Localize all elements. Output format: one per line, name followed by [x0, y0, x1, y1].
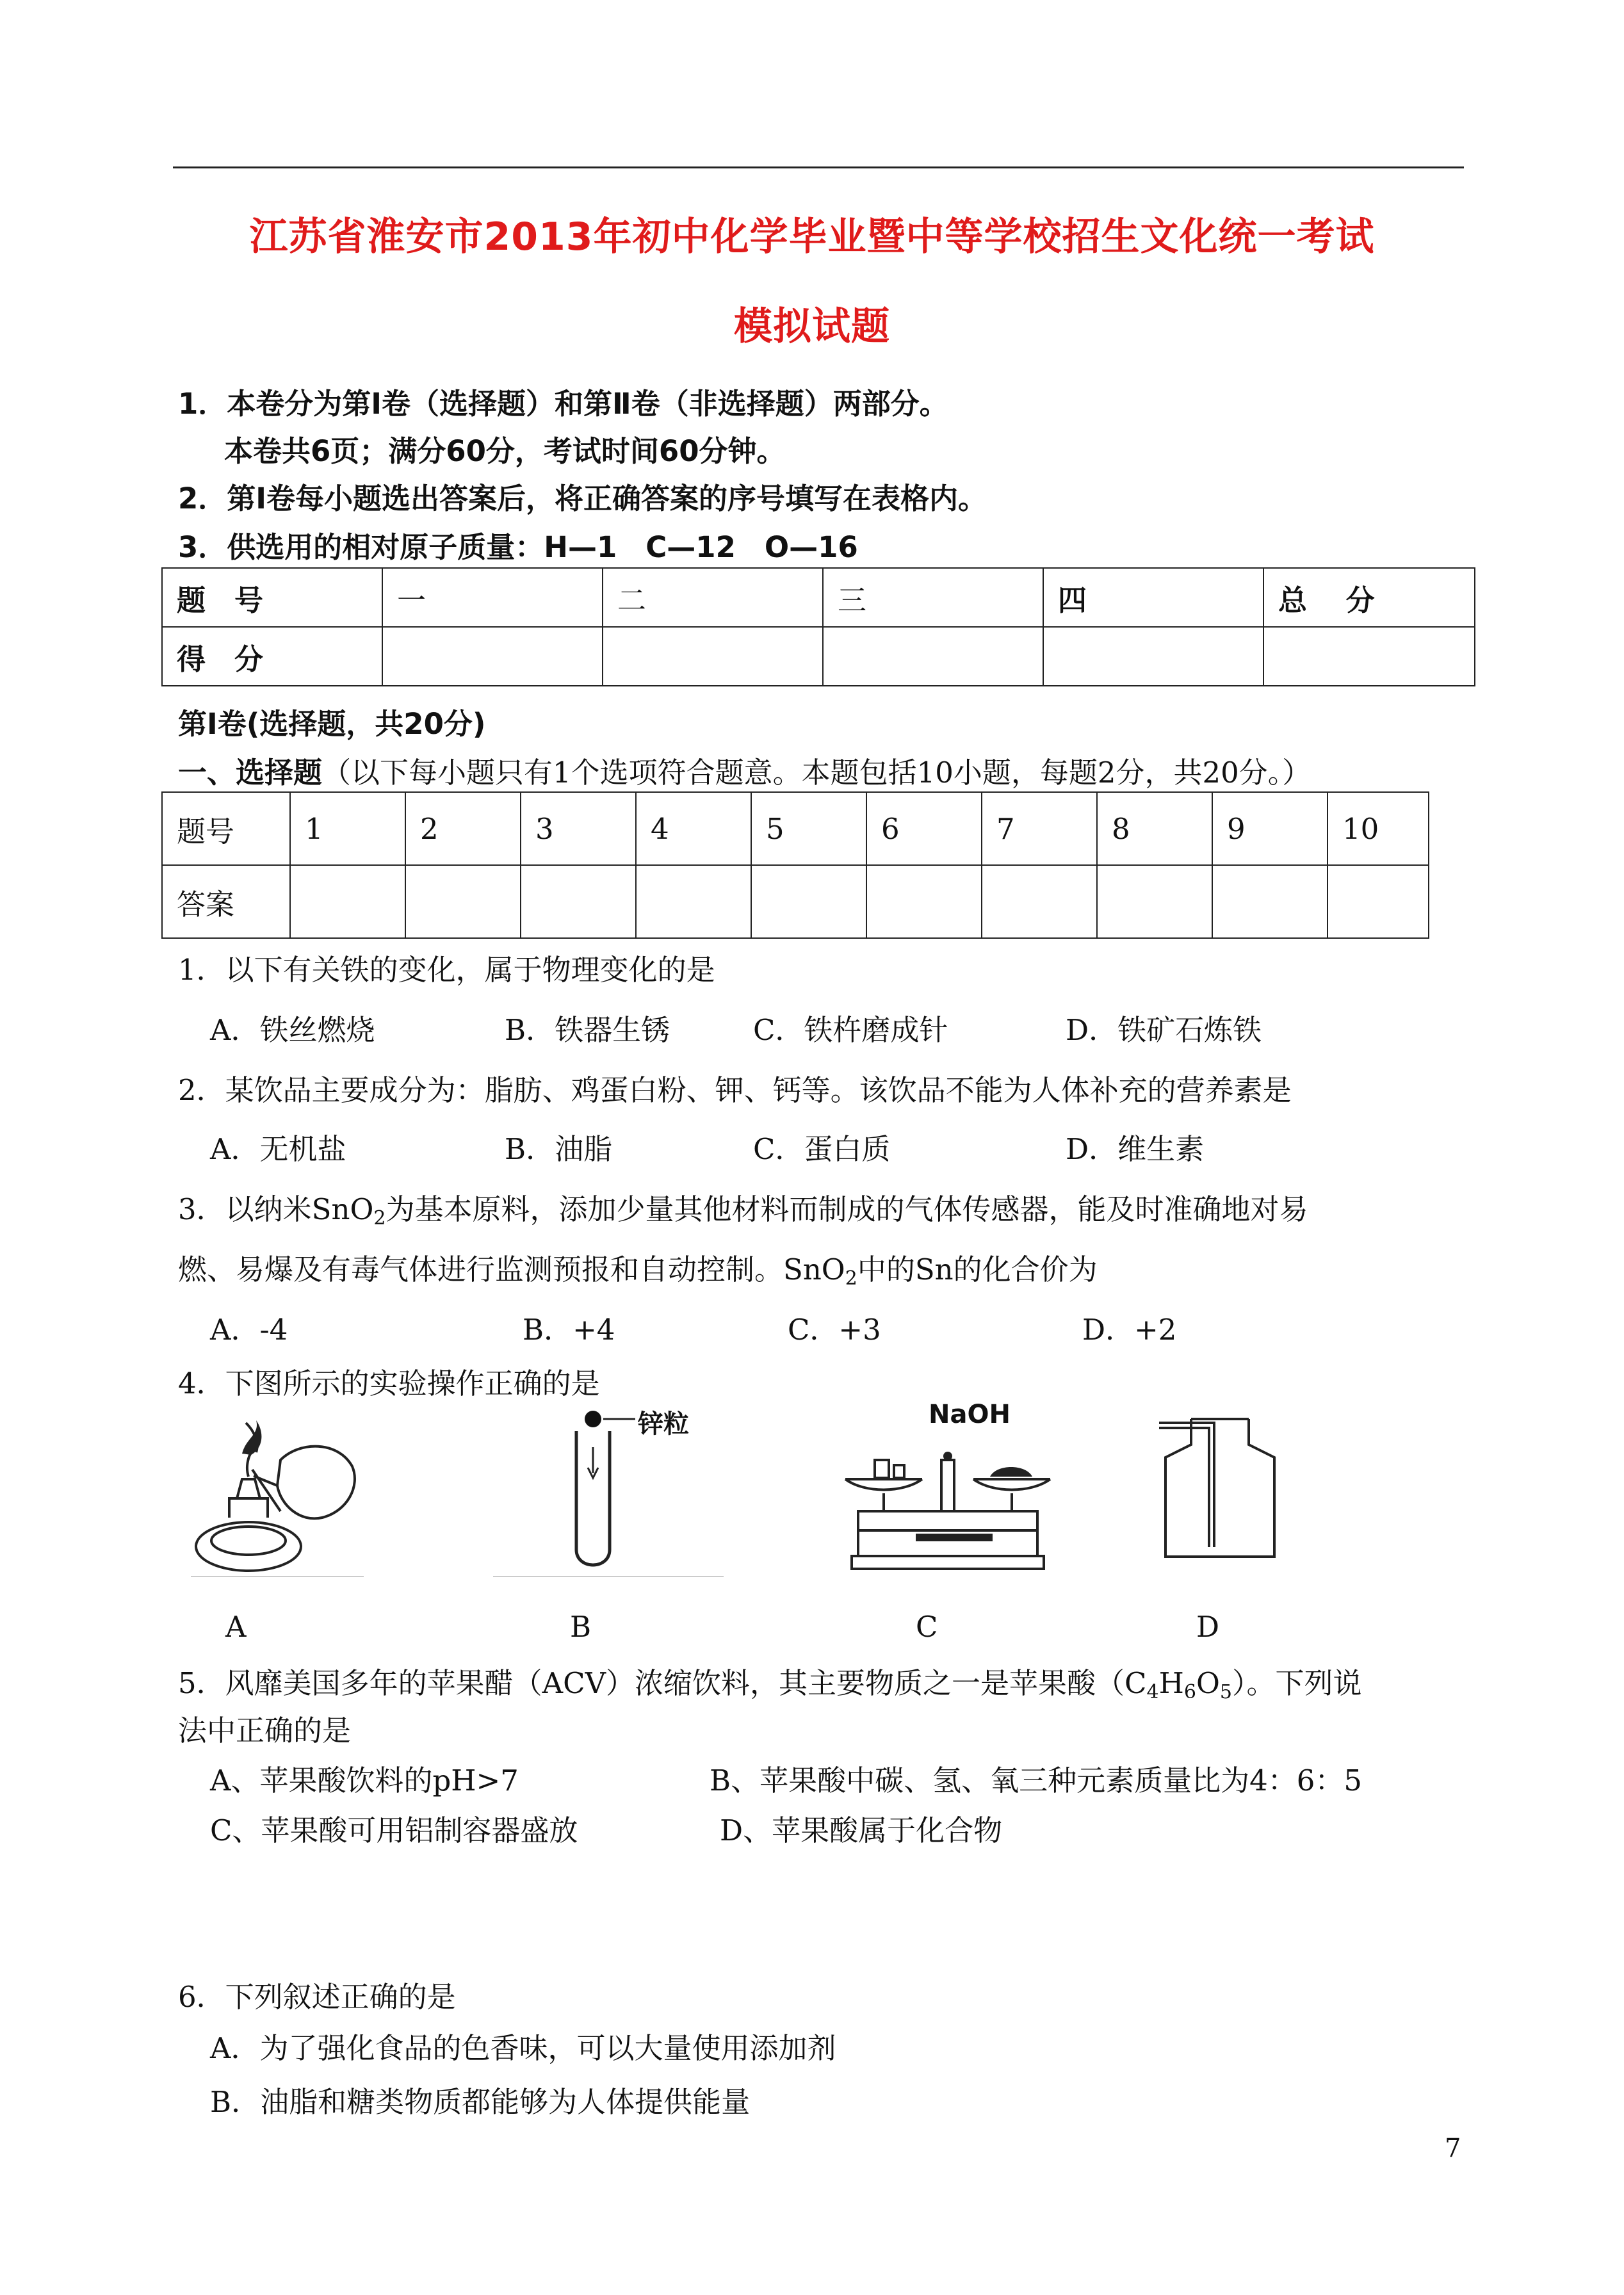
- answer-header-label: 题号: [162, 792, 290, 865]
- q5-stem-line2: 法中正确的是: [178, 1714, 352, 1748]
- q3-stem2-a: 燃、易爆及有毒气体进行监测预报和自动控制。SnO: [178, 1253, 845, 1286]
- q1-option-b: B．铁器生锈: [505, 1013, 670, 1047]
- answer-number: 1: [290, 792, 405, 865]
- instruction-1: 1．本卷分为第Ⅰ卷（选择题）和第Ⅱ卷（非选择题）两部分。: [178, 387, 948, 421]
- figure-label-a: A: [225, 1610, 247, 1644]
- section1-title: 第Ⅰ卷(选择题，共20分): [178, 707, 486, 741]
- answer-cell[interactable]: [982, 865, 1097, 938]
- q3-stem-line2: [178, 1246, 1098, 1288]
- answer-cell[interactable]: [866, 865, 982, 938]
- page-number: 7: [1445, 2134, 1461, 2163]
- answer-cell[interactable]: [636, 865, 751, 938]
- answer-cell[interactable]: [1097, 865, 1212, 938]
- q5-option-b: B、苹果酸中碳、氢、氧三种元素质量比为4：6：5: [710, 1764, 1362, 1797]
- q5-sub-o: 5: [1219, 1681, 1232, 1703]
- score-header-3: 三: [823, 568, 1043, 627]
- q2-option-a: A．无机盐: [210, 1132, 346, 1166]
- figure-label-b: B: [570, 1610, 592, 1644]
- answer-cell[interactable]: [521, 865, 636, 938]
- q3-option-b: B．+4: [523, 1313, 615, 1347]
- q1-option-a: A．铁丝燃烧: [210, 1013, 375, 1047]
- q1-option-c: C．铁杵磨成针: [753, 1013, 948, 1047]
- q2-option-c: C．蛋白质: [753, 1132, 891, 1166]
- answer-number: 10: [1328, 792, 1429, 865]
- section1-heading: [178, 749, 1311, 791]
- q5-option-d: D、苹果酸属于化合物: [720, 1813, 1003, 1847]
- q3-subscript: 2: [373, 1207, 386, 1229]
- answer-number: 4: [636, 792, 751, 865]
- q5-sub-c: 4: [1146, 1681, 1159, 1703]
- q5-stem-b: ）。下列说: [1231, 1666, 1362, 1700]
- answer-number: 9: [1212, 792, 1328, 865]
- score-row-label: 得 分: [162, 627, 382, 686]
- figure-d-gas-bottle-icon: [1153, 1413, 1287, 1560]
- figure-b-label: 锌粒: [638, 1409, 689, 1439]
- score-cell-1[interactable]: [382, 627, 603, 686]
- answer-number: 6: [866, 792, 982, 865]
- score-header-label: 题 号: [162, 568, 382, 627]
- score-header-4: 四: [1043, 568, 1263, 627]
- score-cell-3[interactable]: [823, 627, 1043, 686]
- answer-number: 3: [521, 792, 636, 865]
- q5-option-c: C、苹果酸可用铝制容器盛放: [210, 1813, 578, 1847]
- q4-stem: 4．下图所示的实验操作正确的是: [178, 1366, 600, 1400]
- score-header-2: 二: [603, 568, 823, 627]
- answer-cell[interactable]: [1328, 865, 1429, 938]
- answer-cell[interactable]: [1212, 865, 1328, 938]
- q5-stem-line1: [178, 1660, 1361, 1701]
- q3-option-d: D．+2: [1082, 1313, 1177, 1347]
- q3-stem-b: 为基本原料，添加少量其他材料而制成的气体传感器，能及时准确地对易: [386, 1192, 1308, 1226]
- score-header-total: 总 分: [1263, 568, 1475, 627]
- figure-c-balance-icon: [839, 1434, 1057, 1582]
- q2-option-d: D．维生素: [1066, 1132, 1205, 1166]
- q3-option-a: A．-4: [210, 1313, 288, 1347]
- figure-label-c: C: [916, 1610, 938, 1644]
- score-cell-2[interactable]: [603, 627, 823, 686]
- figure-b-test-tube-icon: [493, 1402, 736, 1582]
- q3-option-c: C．+3: [788, 1313, 881, 1347]
- section1-heading-note: （以下每小题只有1个选项符合题意。本题包括10小题，每题2分，共20分。）: [322, 756, 1311, 790]
- figure-label-d: D: [1196, 1610, 1220, 1644]
- q5-h: H: [1158, 1666, 1184, 1700]
- q3-stem-line1: [178, 1186, 1308, 1228]
- answer-row-label: 答案: [162, 865, 290, 938]
- q6-option-a: A．为了强化食品的色香味，可以大量使用添加剂: [210, 2031, 836, 2065]
- answer-cell[interactable]: [751, 865, 866, 938]
- answer-cell[interactable]: [290, 865, 405, 938]
- q2-stem: 2．某饮品主要成分为：脂肪、鸡蛋白粉、钾、钙等。该饮品不能为人体补充的营养素是: [178, 1073, 1292, 1107]
- answer-number: 8: [1097, 792, 1212, 865]
- q3-subscript2: 2: [845, 1267, 857, 1290]
- q5-stem-a: 5．风靡美国多年的苹果醋（ACV）浓缩饮料，其主要物质之一是苹果酸（C: [178, 1666, 1147, 1700]
- q5-o: O: [1196, 1666, 1220, 1700]
- score-table: [161, 567, 1475, 686]
- instruction-2: 2．第Ⅰ卷每小题选出答案后，将正确答案的序号填写在表格内。: [178, 482, 987, 515]
- section1-heading-bold: 一、选择题: [178, 756, 323, 790]
- q6-option-b: B．油脂和糖类物质都能够为人体提供能量: [210, 2085, 751, 2119]
- score-cell-total[interactable]: [1263, 627, 1475, 686]
- answer-number: 5: [751, 792, 866, 865]
- answer-table: [161, 791, 1429, 939]
- instruction-3: 3．供选用的相对原子质量：H—1 C—12 O—16: [178, 530, 858, 564]
- q5-option-a: A、苹果酸饮料的pH>7: [210, 1764, 519, 1797]
- figure-c-label: NaOH: [929, 1400, 1011, 1429]
- q3-stem-a: 3．以纳米SnO: [178, 1192, 374, 1226]
- q3-stem2-b: 中的Sn的化合价为: [857, 1253, 1098, 1286]
- answer-cell[interactable]: [405, 865, 521, 938]
- figure-a-alcohol-lamp-icon: [184, 1415, 370, 1582]
- instruction-1b: 本卷共6页；满分60分，考试时间60分钟。: [224, 434, 786, 468]
- score-header-1: 一: [382, 568, 603, 627]
- q2-option-b: B．油脂: [505, 1132, 613, 1166]
- q6-stem: 6．下列叙述正确的是: [178, 1980, 456, 2014]
- exam-title-line2: 模拟试题: [734, 304, 890, 349]
- q5-sub-h: 6: [1183, 1681, 1196, 1703]
- q1-stem: 1．以下有关铁的变化，属于物理变化的是: [178, 953, 715, 987]
- score-cell-4[interactable]: [1043, 627, 1263, 686]
- header-rule: [173, 166, 1464, 168]
- exam-title-line1: 江苏省淮安市2013年初中化学毕业暨中等学校招生文化统一考试: [249, 215, 1375, 259]
- q1-option-d: D．铁矿石炼铁: [1066, 1013, 1262, 1047]
- answer-number: 2: [405, 792, 521, 865]
- answer-number: 7: [982, 792, 1097, 865]
